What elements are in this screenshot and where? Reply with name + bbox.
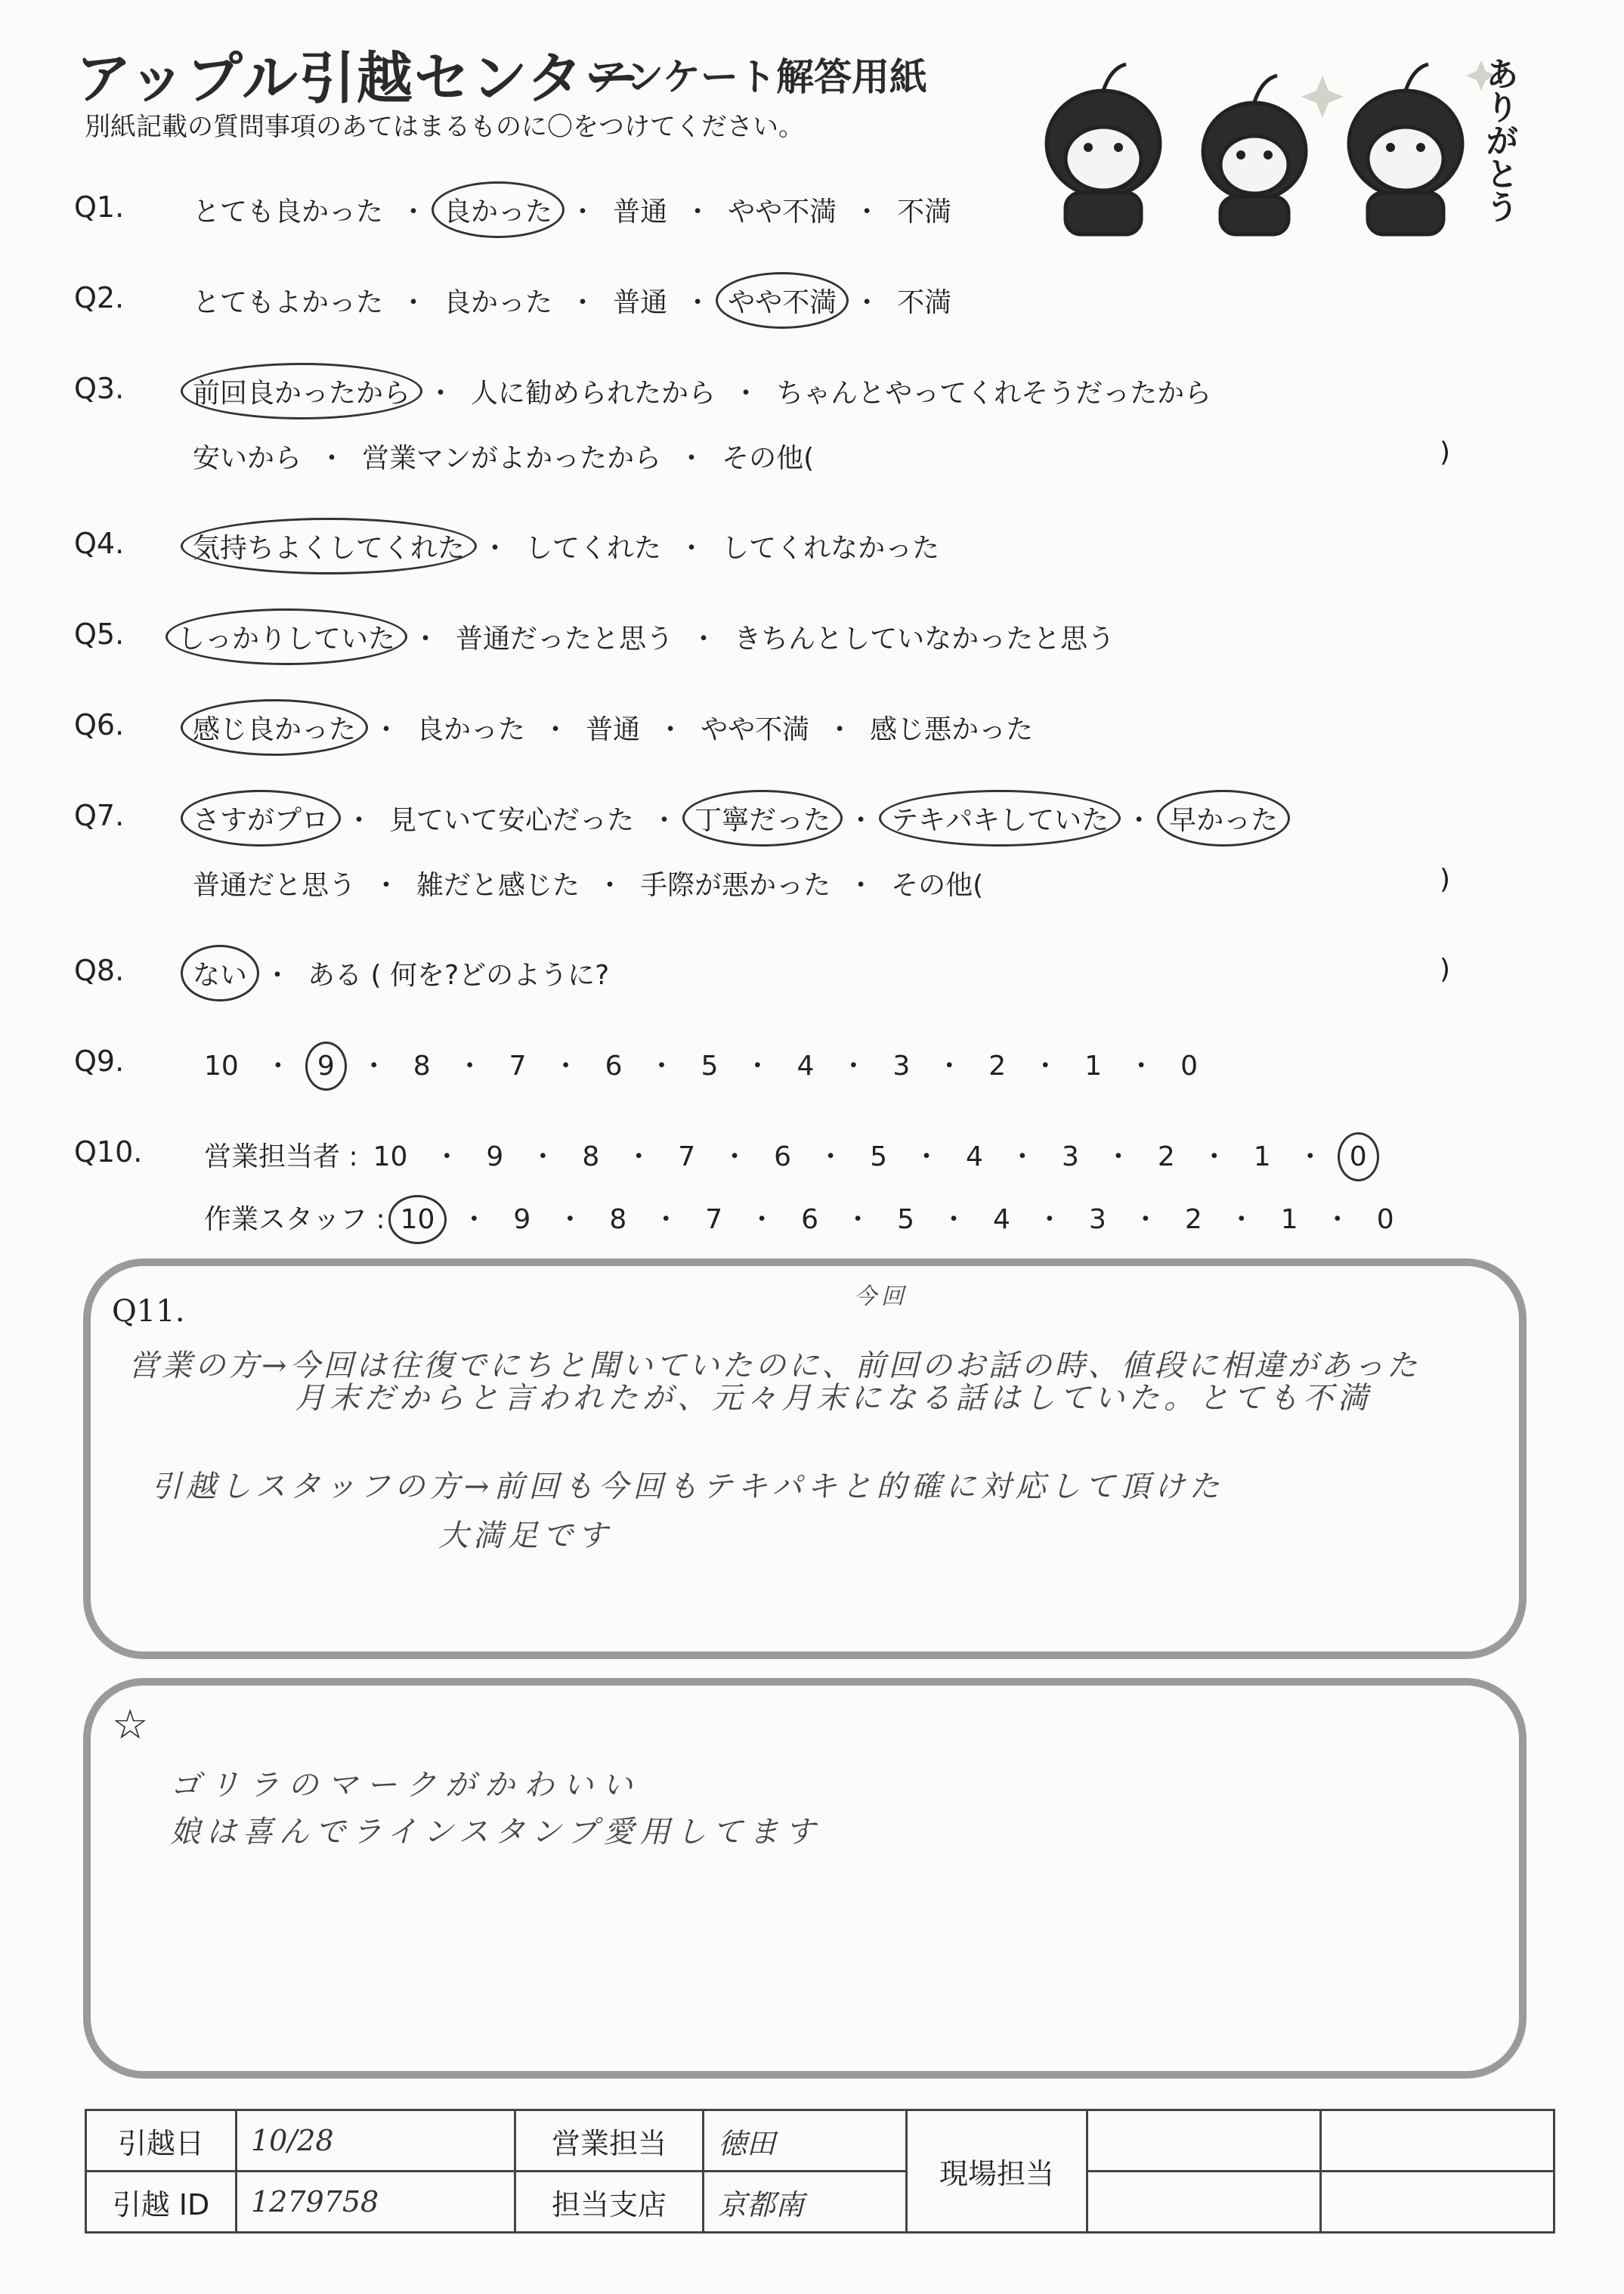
star-label: ☆ [112, 1701, 149, 1748]
q11-label: Q11. [112, 1294, 185, 1329]
question-label: Q9. [74, 1045, 125, 1078]
answer-options-row: 前回良かったから ・ 人に勧められたから ・ ちゃんとやってくれそうだったから [193, 372, 1211, 410]
closing-paren: ) [1440, 864, 1451, 895]
answer-option[interactable]: 7 [705, 1204, 723, 1235]
answer-option[interactable]: 2 [1157, 1141, 1175, 1172]
answer-options-row: とてもよかった ・ 良かった ・ 普通 ・ やや不満 ・ 不満 [193, 281, 951, 320]
answer-option[interactable]: やや不満 [728, 197, 837, 228]
move-date-value: 10/28 [237, 2110, 515, 2172]
answer-option[interactable]: ある ( 何を?どのように? [308, 960, 610, 991]
answer-option[interactable]: 3 [1088, 1204, 1106, 1235]
question-label: Q2. [74, 281, 125, 314]
answer-option[interactable]: 丁寧だった [694, 799, 831, 837]
answer-option[interactable]: きちんとしていなかったと思う [734, 624, 1115, 655]
answer-options-row: ない ・ ある ( 何を?どのように? [193, 954, 609, 992]
q11-note-above: 今回 [854, 1283, 908, 1310]
row-prefix-label: 作業スタッフ : [204, 1204, 385, 1235]
answer-option[interactable]: とてもよかった [193, 287, 384, 318]
answer-options-row: とても良かった ・ 良かった ・ 普通 ・ やや不満 ・ 不満 [193, 190, 951, 229]
free-comment-line: ゴリラのマークがかわいい [170, 1768, 642, 1803]
sales-rep-label: 営業担当 [515, 2110, 704, 2172]
answer-options-row: 気持ちよくしてくれた ・ してくれた ・ してくれなかった [193, 527, 939, 565]
answer-option[interactable]: 感じ悪かった [870, 714, 1034, 745]
answer-option[interactable]: やや不満 [701, 714, 810, 745]
answer-option[interactable]: 6 [801, 1204, 819, 1235]
answer-option[interactable]: 見ていて安心だった [389, 805, 635, 836]
question-label: Q3. [74, 372, 125, 405]
question-label: Q4. [74, 527, 125, 560]
mascot-caption: ありがとう [1480, 57, 1518, 223]
answer-option[interactable]: 営業マンがよかったから [362, 443, 662, 474]
answer-option[interactable]: 2 [1184, 1204, 1202, 1235]
answer-option[interactable]: 1 [1280, 1204, 1298, 1235]
answer-option[interactable]: 7 [509, 1051, 527, 1082]
answer-option[interactable]: 10 [400, 1204, 435, 1235]
answer-option[interactable]: 手際が悪かった [640, 870, 831, 901]
answer-option[interactable]: 不満 [897, 197, 952, 228]
q11-comment-box [83, 1258, 1527, 1659]
move-id-value: 1279758 [237, 2172, 515, 2233]
field-staff-cell [1087, 2172, 1321, 2233]
answer-option[interactable]: 安いから [193, 443, 302, 474]
answer-options-row: 10 ・ 9 ・ 8 ・ 7 ・ 6 ・ 5 ・ 4 ・ 3 ・ 2 ・ 1 ・ 0 [204, 1051, 1199, 1082]
answer-option[interactable]: とても良かった [193, 197, 384, 228]
answer-option[interactable]: 感じ良かった [193, 708, 356, 747]
answer-option[interactable]: 普通 [613, 197, 668, 228]
gorilla-mascot-icon [998, 45, 1549, 242]
answer-option[interactable]: 普通だったと思う [456, 624, 674, 655]
field-staff-cell [1321, 2110, 1554, 2172]
answer-options-row: 普通だと思う ・ 雑だと感じた ・ 手際が悪かった ・ その他( [193, 864, 983, 902]
brand-title: アップル引越センター [76, 46, 642, 111]
answer-option[interactable]: 3 [892, 1051, 911, 1082]
answer-option[interactable]: テキパキしていた [891, 799, 1109, 837]
sales-rep-value: 徳田 [704, 2110, 907, 2172]
closing-paren: ) [1440, 437, 1451, 468]
question-label: Q8. [74, 954, 125, 987]
answer-options-row: 安いから ・ 営業マンがよかったから ・ その他( [193, 437, 814, 475]
free-comment-line: 娘は喜んでラインスタンプ愛用してます [170, 1815, 821, 1850]
answer-option[interactable]: 0 [1349, 1141, 1367, 1172]
question-label: Q1. [74, 190, 125, 224]
answer-option[interactable]: 3 [1061, 1141, 1079, 1172]
answer-option[interactable]: 不満 [897, 287, 952, 318]
answer-option[interactable]: 0 [1376, 1204, 1394, 1235]
question-label: Q6. [74, 708, 125, 741]
answer-option[interactable]: ちゃんとやってくれそうだったから [776, 378, 1212, 409]
answer-option[interactable]: 6 [774, 1141, 792, 1172]
instruction-text: 別紙記載の質問事項のあてはまるものに〇をつけてください。 [85, 112, 804, 142]
answer-option[interactable]: 2 [988, 1051, 1007, 1082]
q11-comment-line: 大満足です [438, 1518, 612, 1553]
q11-comment-line: 引越しスタッフの方→前回も今回もテキパキと的確に対応して頂けた [151, 1469, 1224, 1504]
field-staff-cell [1087, 2110, 1321, 2172]
question-label: Q7. [74, 799, 125, 832]
answer-option[interactable]: さすがプロ [193, 799, 329, 837]
answer-option[interactable]: 9 [317, 1051, 335, 1082]
field-staff-cell [1321, 2172, 1554, 2233]
answer-option[interactable]: 人に勧められたから [471, 378, 716, 409]
answer-option[interactable]: してくれた [525, 533, 662, 564]
answer-option[interactable]: その他( [722, 443, 815, 474]
answer-option[interactable]: 早かった [1169, 799, 1278, 837]
field-staff-label: 現場担当 [907, 2110, 1087, 2233]
question-label: Q5. [74, 618, 125, 651]
answer-option[interactable]: 前回良かったから [193, 372, 410, 410]
answer-options-row: 作業スタッフ : 10 ・ 9 ・ 8 ・ 7 ・ 6 ・ 5 ・ 4 ・ 3 ・ 2 ・ 1 ・ 0 [204, 1198, 1394, 1237]
answer-option[interactable]: 普通 [613, 287, 668, 318]
answer-option[interactable]: してくれなかった [722, 533, 940, 564]
answer-option[interactable]: 9 [486, 1141, 504, 1172]
free-comment-box [83, 1678, 1527, 2079]
answer-option[interactable]: 1 [1253, 1141, 1271, 1172]
answer-option[interactable]: 良かった [416, 714, 526, 745]
answer-option[interactable]: ない [193, 954, 247, 992]
branch-value: 京都南 [704, 2172, 907, 2233]
answer-option[interactable]: 4 [797, 1051, 815, 1082]
answer-option[interactable]: 7 [678, 1141, 696, 1172]
answer-option[interactable]: 5 [897, 1204, 914, 1235]
answer-option[interactable]: 普通だと思う [193, 870, 357, 901]
answer-option[interactable]: 5 [870, 1141, 887, 1172]
move-id-label: 引越 ID [86, 2172, 237, 2233]
answer-option[interactable]: しっかりしていた [178, 618, 395, 656]
closing-paren: ) [1440, 954, 1451, 985]
answer-option[interactable]: 8 [609, 1204, 627, 1235]
answer-option[interactable]: 普通 [586, 714, 641, 745]
answer-option[interactable]: 0 [1180, 1051, 1199, 1082]
answer-option[interactable]: 8 [582, 1141, 600, 1172]
answer-options-row: しっかりしていた ・ 普通だったと思う ・ きちんとしていなかったと思う [178, 618, 1115, 656]
answer-option[interactable]: 4 [966, 1141, 983, 1172]
footer-info-table [85, 2109, 1555, 2234]
answer-option[interactable]: 1 [1084, 1051, 1103, 1082]
answer-option[interactable]: やや不満 [728, 281, 837, 320]
answer-options-row: 感じ良かった ・ 良かった ・ 普通 ・ やや不満 ・ 感じ悪かった [193, 708, 1033, 747]
form-subtitle: アンケート解答用紙 [589, 55, 927, 99]
answer-option[interactable]: 雑だと感じた [416, 870, 580, 901]
answer-option[interactable]: 良かった [444, 190, 552, 229]
row-prefix-label: 営業担当者 : [204, 1141, 358, 1172]
answer-option[interactable]: 良かった [444, 287, 553, 318]
answer-options-row: 営業担当者 : 10 ・ 9 ・ 8 ・ 7 ・ 6 ・ 5 ・ 4 ・ 3 ・ 2 ・ 1 ・ 0 [204, 1135, 1367, 1174]
answer-option[interactable]: 10 [373, 1141, 408, 1172]
answer-options-row: さすがプロ ・ 見ていて安心だった ・ 丁寧だった ・ テキパキしていた ・ 早かった [193, 799, 1278, 837]
question-label: Q10. [74, 1135, 143, 1169]
answer-option[interactable]: その他( [891, 870, 984, 901]
answer-option[interactable]: 9 [513, 1204, 531, 1235]
q11-comment-line: 月末だからと言われたが、元々月末になる話はしていた。とても不満 [295, 1381, 1372, 1416]
answer-option[interactable]: 5 [701, 1051, 719, 1082]
answer-option[interactable]: 8 [413, 1051, 431, 1082]
answer-option[interactable]: 6 [605, 1051, 623, 1082]
answer-option[interactable]: 4 [993, 1204, 1010, 1235]
move-date-label: 引越日 [86, 2110, 237, 2172]
q11-comment-line: 営業の方→今回は往復でにちと聞いていたのに、前回のお話の時、値段に相違があった [128, 1348, 1421, 1383]
answer-option[interactable]: 気持ちよくしてくれた [193, 527, 465, 565]
answer-option[interactable]: 10 [204, 1051, 239, 1082]
branch-label: 担当支店 [515, 2172, 704, 2233]
